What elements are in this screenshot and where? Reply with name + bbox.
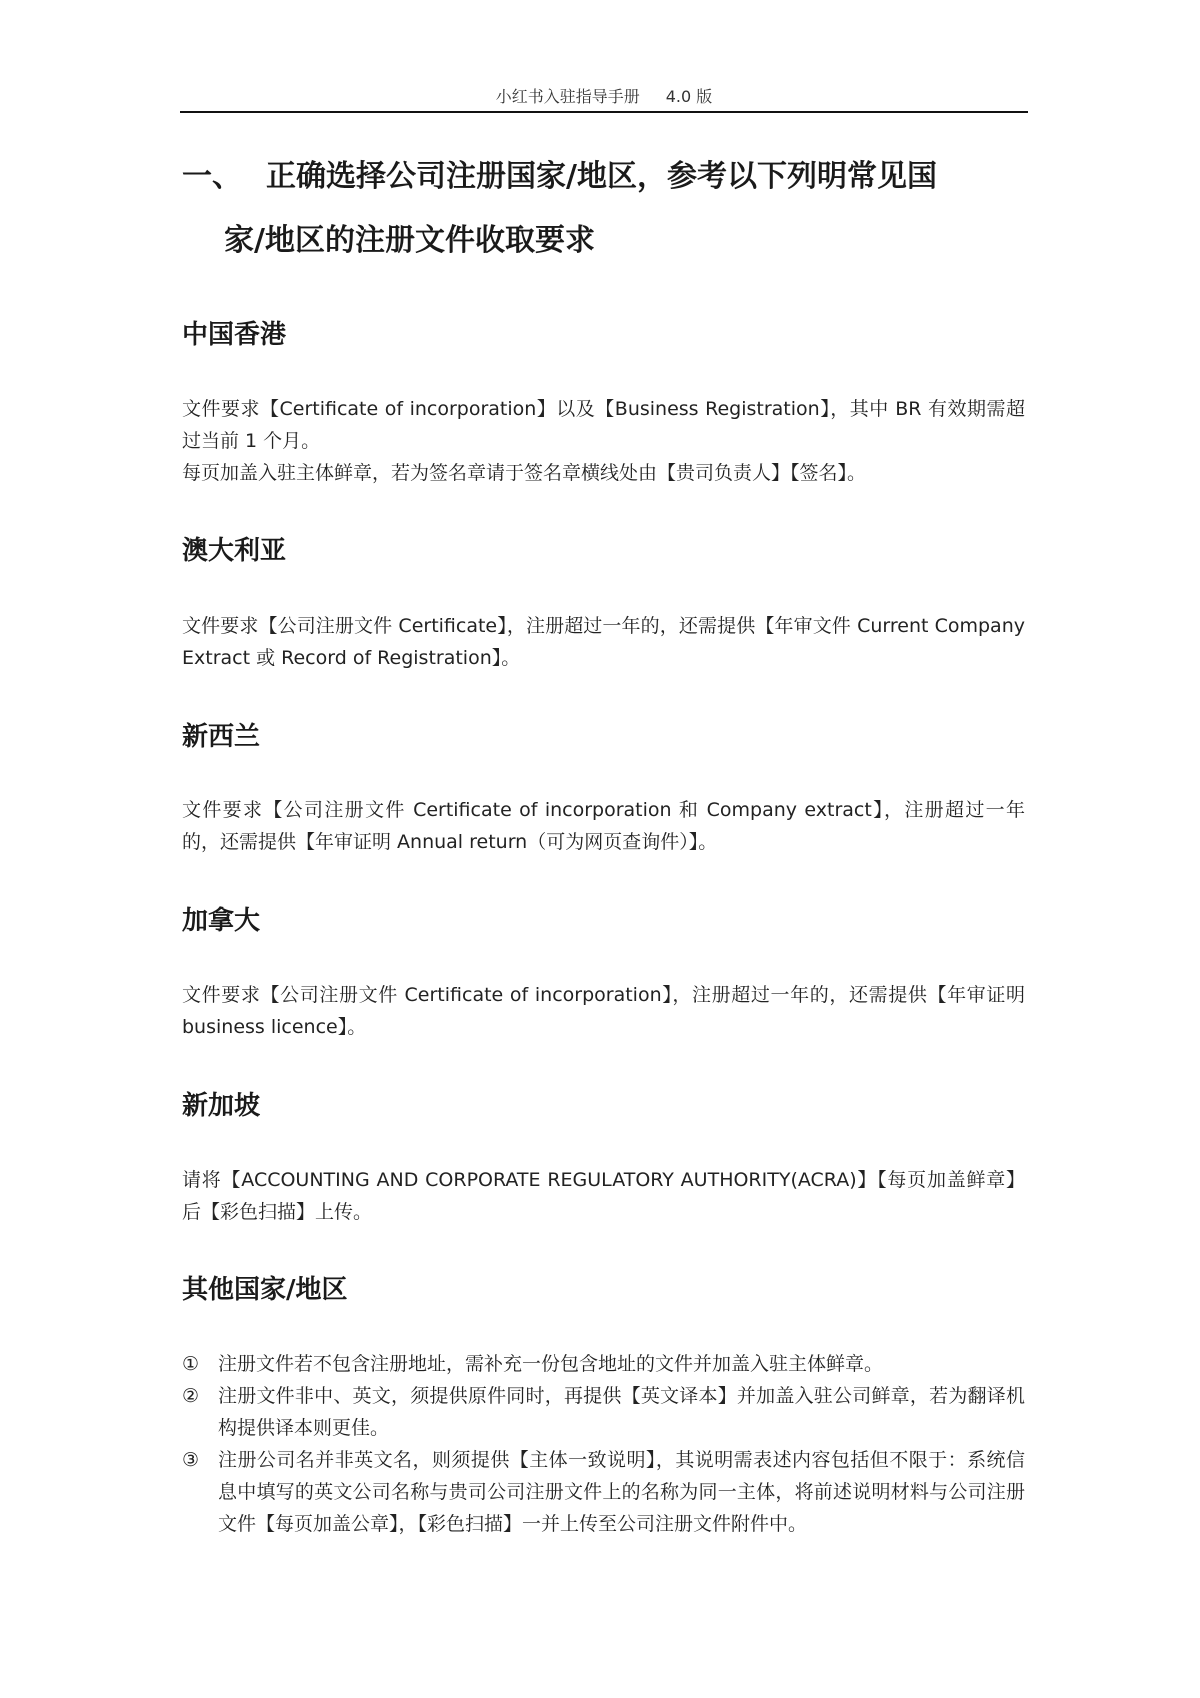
- region-heading: 澳大利亚: [182, 536, 287, 566]
- region-text: [182, 979, 1025, 1043]
- list-item: [182, 1380, 1025, 1444]
- list-number: ③: [182, 1449, 200, 1471]
- region-heading: 新西兰: [182, 722, 261, 752]
- list-number: ①: [182, 1353, 200, 1375]
- page-header: [180, 84, 1028, 107]
- section-title-line2: 家/地区的注册文件收取要求: [224, 223, 595, 258]
- region-text: [182, 1164, 1025, 1228]
- section-title-line1: 正确选择公司注册国家/地区，参考以下列明常见国: [266, 159, 937, 194]
- region-paragraph: 文件要求【公司注册文件 Certificate】，注册超过一年的，还需提供【年审文件 Current Company Extract 或 Record of Registration】。: [182, 615, 1025, 669]
- section-number: 一、: [182, 159, 242, 194]
- list-item: [182, 1348, 1025, 1380]
- region-paragraph: 请将【ACCOUNTING AND CORPORATE REGULATORY AUTHORITY(ACRA)】【每页加盖鲜章】后【彩色扫描】上传。: [182, 1169, 1025, 1223]
- list-text: 注册文件非中、英文，须提供原件同时，再提供【英文译本】并加盖入驻公司鲜章，若为翻译机构提供译本则更佳。: [218, 1385, 1025, 1439]
- list-number: ②: [182, 1385, 200, 1407]
- region-heading: 加拿大: [182, 906, 261, 936]
- region-paragraph: 文件要求【Certificate of incorporation】以及【Business Registration】，其中 BR 有效期需超过当前 1 个月。: [182, 398, 1025, 452]
- region-paragraph: 文件要求【公司注册文件 Certificate of incorporation 和 Company extract】，注册超过一年的，还需提供【年审证明 Annual return（可为网页查询件）】。: [182, 799, 1025, 853]
- header-title: 小红书入驻指导手册: [495, 87, 640, 106]
- list-text: 注册文件若不包含注册地址，需补充一份包含地址的文件并加盖入驻主体鲜章。: [218, 1353, 884, 1375]
- section-title: [182, 145, 1032, 273]
- region-heading: 其他国家/地区: [182, 1275, 348, 1305]
- region-paragraph: 文件要求【公司注册文件 Certificate of incorporation】，注册超过一年的，还需提供【年审证明 business licence】。: [182, 984, 1025, 1038]
- other-list: [182, 1348, 1025, 1540]
- region-heading: 中国香港: [182, 320, 287, 350]
- region-heading: 新加坡: [182, 1091, 261, 1121]
- region-text: [182, 610, 1025, 674]
- list-item: [182, 1444, 1025, 1540]
- header-version: 4.0 版: [665, 87, 713, 106]
- list-text: 注册公司名并非英文名，则须提供【主体一致说明】，其说明需表述内容包括但不限于：系统信息中填写的英文公司名称与贵司公司注册文件上的名称为同一主体，将前述说明材料与公司注册文件【每页加盖公章】，【彩色扫描】一并上传至公司注册文件附件中。: [218, 1449, 1025, 1535]
- header-rule: [180, 111, 1028, 113]
- region-paragraph: 每页加盖入驻主体鲜章，若为签名章请于签名章横线处由【贵司负责人】【签名】。: [182, 462, 867, 484]
- region-text: [182, 393, 1025, 489]
- region-text: [182, 794, 1025, 858]
